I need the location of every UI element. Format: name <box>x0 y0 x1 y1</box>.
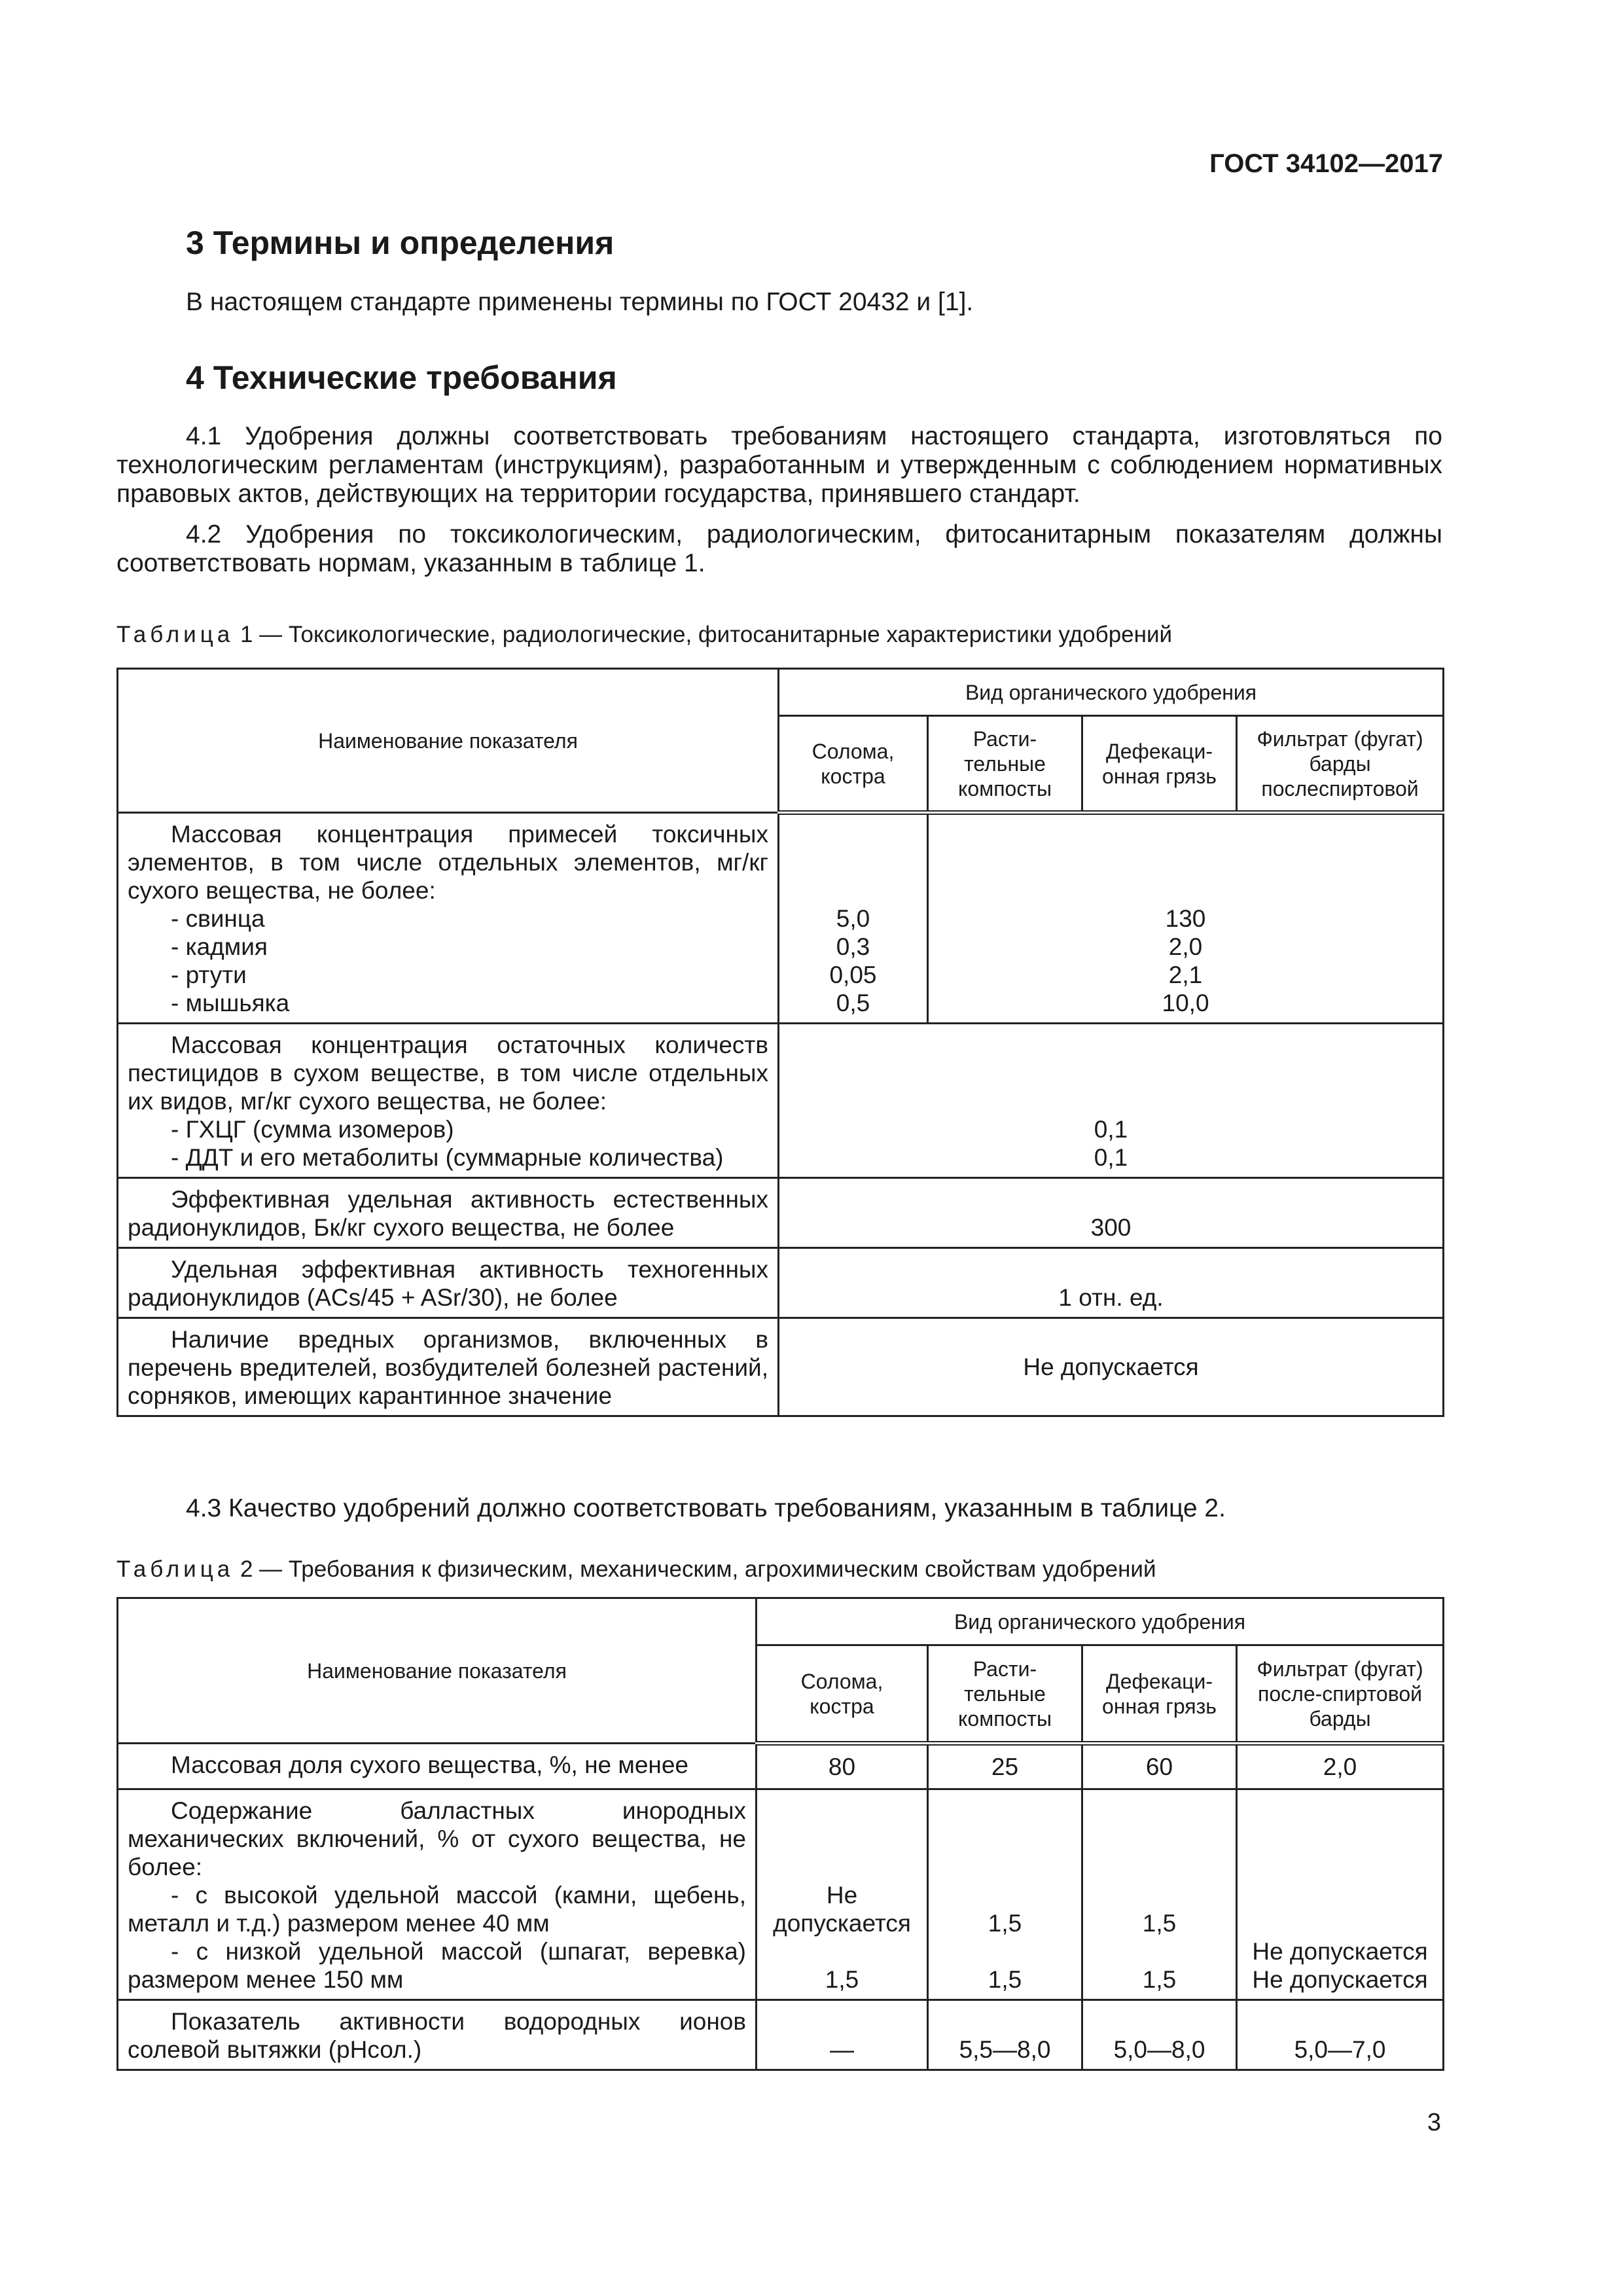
table-row: Массовая концентрация остаточных количеств пестицидов в сухом веществе, в том числе отдельных их видов, мг/кг сухого вещества, не более: - ГХЦГ (сумма изомеров) - ДДТ и его метаболиты (суммарные количества) 0,1 0,1 <box>118 1024 1444 1178</box>
col-header: Фильтрат (фугат) после-спиртовой барды <box>1237 1645 1444 1744</box>
table-row: Эффективная удельная активность естественных радионуклидов, Бк/кг сухого вещества, не более 300 <box>118 1178 1444 1248</box>
section-4-title: 4 Технические требования <box>186 359 617 396</box>
table-row: Наличие вредных организмов, включенных в перечень вредителей, возбудителей болезней растений, сорняков, имеющих карантинное значение Не допускается <box>118 1318 1444 1416</box>
table-2-name-header: Наименование показателя <box>118 1598 757 1744</box>
table-2-caption: Таблица 2 — Требования к физическим, механическим, агрохимическим свойствам удобрений <box>116 1556 1156 1582</box>
col-header: Фильтрат (фугат) барды послеспиртовой <box>1237 716 1444 813</box>
col-header: Дефекаци-онная грязь <box>1082 716 1237 813</box>
table-2-group-header: Вид органического удобрения <box>757 1598 1444 1645</box>
page-number: 3 <box>1427 2109 1441 2136</box>
table-row: Показатель активности водородных ионов солевой вытяжки (pHсол.) — 5,5—8,0 5,0—8,0 5,0—7,0 <box>118 2000 1444 2070</box>
section-3-text: В настоящем стандарте применены термины по ГОСТ 20432 и [1]. <box>186 288 974 316</box>
paragraph-4-2: 4.2 Удобрения по токсикологическим, радиологическим, фитосанитарным показателям должны соответствовать нормам, указанным в таблице 1. <box>116 520 1442 577</box>
section-3-title: 3 Термины и определения <box>186 224 615 261</box>
table-row: Массовая доля сухого вещества, %, не менее 80 25 60 2,0 <box>118 1744 1444 1789</box>
document-id: ГОСТ 34102—2017 <box>1209 149 1443 178</box>
table-row: Содержание балластных инородных механических включений, % от сухого вещества, не более: - с высокой удельной массой (камни, щебень, металл и т.д.) размером менее 40 мм - с низкой удельной массой (шпагат, веревка) размером менее 150 мм Не допускается 1,5 1,5 1,5 1,5 1,5 Не допускается Не допускается <box>118 1789 1444 2000</box>
table-1-group-header: Вид органического удобрения <box>779 669 1444 716</box>
table-2 <box>116 1597 1444 2071</box>
paragraph-4-1: 4.1 Удобрения должны соответствовать требованиям настоящего стандарта, изготовляться по технологическим регламентам (инструкциям), разработанным и утвержденным с соблюдением нормативных правовых актов, действующих на территории государства, принявшего стандарт. <box>116 422 1442 508</box>
table-label: Таблица <box>116 622 234 647</box>
table-row: Удельная эффективная активность техногенных радионуклидов (ACs/45 + ASr/30), не более 1 отн. ед. <box>118 1248 1444 1318</box>
table-1-name-header: Наименование показателя <box>118 669 779 813</box>
col-header: Дефекаци-онная грязь <box>1082 1645 1237 1744</box>
table-label: Таблица <box>116 1556 234 1582</box>
table-row: Массовая концентрация примесей токсичных элементов, в том числе отдельных элементов, мг/кг сухого вещества, не более: - свинца - кадмия - ртути - мышьяка 5,0 0,3 0,05 0,5 130 2,0 2,1 10,0 <box>118 813 1444 1024</box>
col-header: Солома, костра <box>779 716 928 813</box>
table-1-caption: Таблица 1 — Токсикологические, радиологические, фитосанитарные характеристики удобрений <box>116 622 1173 647</box>
col-header: Солома, костра <box>757 1645 928 1744</box>
paragraph-4-3: 4.3 Качество удобрений должно соответствовать требованиям, указанным в таблице 2. <box>186 1494 1226 1522</box>
table-1 <box>116 668 1444 1417</box>
col-header: Расти-тельные компосты <box>928 716 1082 813</box>
col-header: Расти-тельные компосты <box>928 1645 1082 1744</box>
